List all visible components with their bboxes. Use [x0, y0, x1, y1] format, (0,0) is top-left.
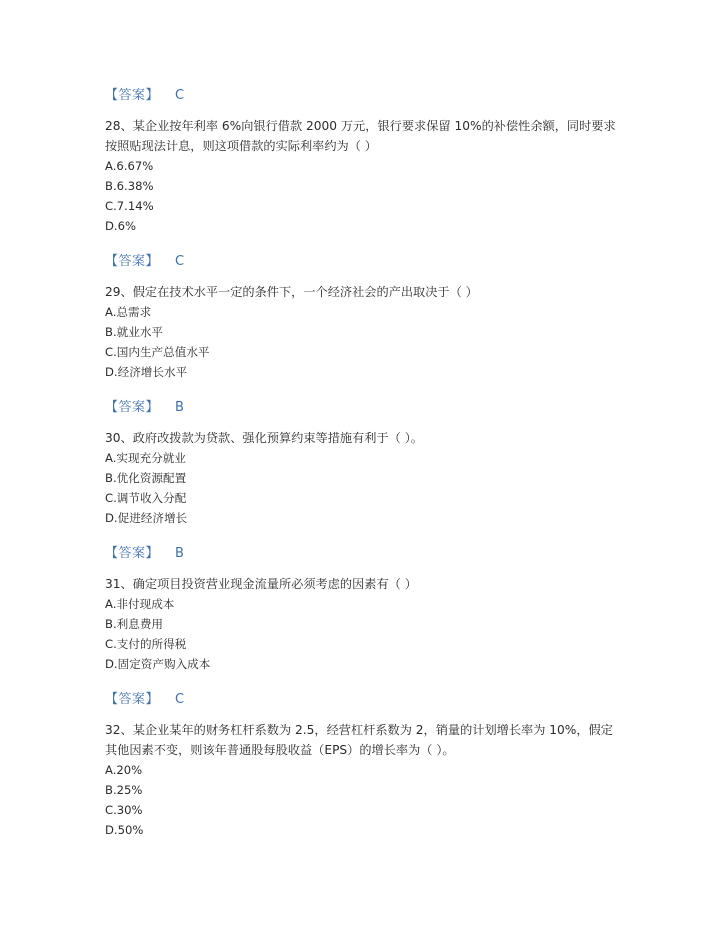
option-c: C.调节收入分配	[105, 491, 187, 505]
option-a: A.实现充分就业	[105, 451, 186, 465]
answer-value: B	[175, 546, 185, 561]
option-b: B.就业水平	[105, 325, 164, 339]
answer-value: C	[175, 254, 185, 269]
option-d: D.经济增长水平	[105, 365, 188, 379]
option-d: D.6%	[105, 219, 137, 233]
answer-value: B	[175, 400, 185, 415]
question-28	[105, 116, 617, 236]
option-d: D.固定资产购入成本	[105, 657, 211, 671]
answer-value: C	[175, 692, 185, 707]
answer-line	[105, 396, 184, 415]
option-d: D.50%	[105, 823, 144, 837]
question-text: 30、政府改拨款为贷款、强化预算约束等措施有利于（ ）。	[105, 431, 423, 445]
option-d: D.促进经济增长	[105, 511, 188, 525]
answer-label: 【答案】	[105, 692, 160, 707]
question-text: 32、某企业某年的财务杠杆系数为 2.5，经营杠杆系数为 2，销量的计划增长率为 10%，假定其他因素不变，则该年普通股每股收益（EPS）的增长率为（ ）。	[105, 723, 613, 757]
option-b: B.优化资源配置	[105, 471, 187, 485]
option-c: C.国内生产总值水平	[105, 345, 210, 359]
option-a: A.总需求	[105, 305, 152, 319]
answer-label: 【答案】	[105, 254, 160, 269]
answer-line	[105, 688, 185, 707]
option-c: C.30%	[105, 803, 143, 817]
option-b: B.25%	[105, 783, 143, 797]
option-a: A.20%	[105, 763, 143, 777]
question-text: 28、某企业按年利率 6%向银行借款 2000 万元，银行要求保留 10%的补偿性余额，同时要求按照贴现法计息，则这项借款的实际利率约为（ ）	[105, 119, 616, 153]
answer-label: 【答案】	[105, 400, 160, 415]
question-31	[105, 574, 617, 674]
question-30	[105, 428, 617, 528]
answer-line	[105, 542, 184, 561]
option-b: B.利息费用	[105, 617, 164, 631]
answer-label: 【答案】	[105, 546, 160, 561]
question-32	[105, 720, 617, 840]
answer-value: C	[175, 88, 185, 103]
option-a: A.6.67%	[105, 159, 154, 173]
answer-line	[105, 250, 185, 269]
option-c: C.支付的所得税	[105, 637, 187, 651]
question-29	[105, 282, 617, 382]
option-b: B.6.38%	[105, 179, 154, 193]
answer-label: 【答案】	[105, 88, 160, 103]
question-text: 31、确定项目投资营业现金流量所必须考虑的因素有（ ）	[105, 577, 417, 591]
option-c: C.7.14%	[105, 199, 154, 213]
question-text: 29、假定在技术水平一定的条件下，一个经济社会的产出取决于（ ）	[105, 285, 478, 299]
answer-line	[105, 84, 185, 103]
option-a: A.非付现成本	[105, 597, 175, 611]
